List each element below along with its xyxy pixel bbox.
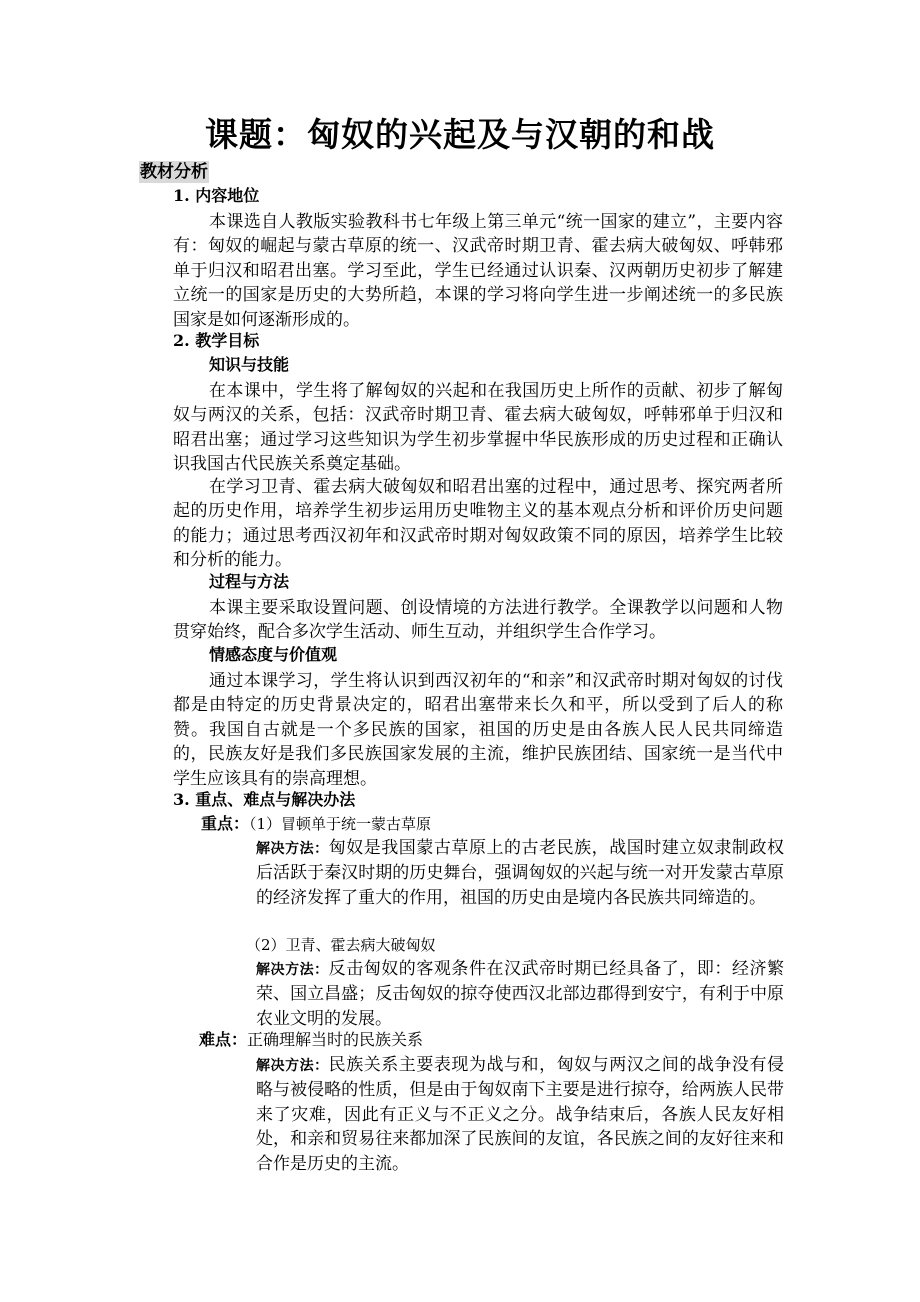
paragraph-emotion-values: 通过本课学习，学生将认识到西汉初年的“和亲”和汉武帝时期对匈奴的讨伐都是由特定的历史背景决定的，昭君出塞带来长久和平，所以受到了后人的称赞。我国自古就是一个多民族的国家，祖国的历史是由各族人民人民共同缔造的，民族友好是我们多民族国家发展的主流，维护民族团结、国家统一是当代中学生应该具有的崇高理想。 [173,671,783,789]
key-point-2-title: （2）卫青、霍去病大破匈奴 [246,936,436,954]
key-point-1-title [201,813,431,835]
paragraph-knowledge-1: 在本课中，学生将了解匈奴的兴起和在我国历史上所作的贡献、初步了解匈奴与两汉的关系，包括：汉武帝时期卫青、霍去病大破匈奴，呼韩邪单于归汉和昭君出塞；通过学习这些知识为学生初步掌握中华民族形成的历史过程和正确认识我国古代民族关系奠定基础。 [173,381,783,475]
difficult-point-text: 正确理解当时的民族关系 [247,1030,424,1049]
paragraph-process-method: 本课主要采取设置问题、创设情境的方法进行教学。全课教学以问题和人物贯穿始终，配合多次学生活动、师生互动，并组织学生合作学习。 [173,598,783,643]
heading-emotion-values: 情感态度与价值观 [209,645,338,664]
method-label: 解决方法： [256,962,329,978]
key-point-1-method [256,836,784,910]
difficult-label: 难点： [199,1030,248,1049]
paragraph-content-position: 本课选自人教版实验教科书七年级上第三单元“统一国家的建立”，主要内容有：匈奴的崛起与蒙古草原的统一、汉武帝时期卫青、霍去病大破匈奴、呼韩邪单于归汉和昭君出塞。学习至此，学生已经通过认识秦、汉两朝历史初步了解建立统一的国家是历史的大势所趋，本课的学习将向学生进一步阐述统一的多民族国家是如何逐渐形成的。 [173,212,783,330]
difficult-point-method-text: 民族关系主要表现为战与和，匈奴与两汉之间的战争没有侵略与被侵略的性质，但是由于匈奴南下主要是进行掠夺，给两族人民带来了灾难，因此有正义与不正义之分。战争结束后，各族人民友好相处，和亲和贸易往来都加深了民族间的友谊，各民族之间的友好往来和合作是历史的主流。 [256,1055,785,1174]
key-label: 重点： [201,814,250,833]
method-label: 解决方法： [256,1058,329,1074]
heading-content-position: 1. 内容地位 [173,186,260,205]
key-point-1-text: （1）冒顿单于统一蒙古草原 [249,815,432,833]
difficult-point-method [256,1053,784,1176]
page-title: 课题：匈奴的兴起及与汉朝的和战 [205,115,715,154]
heading-knowledge-skills: 知识与技能 [209,355,290,374]
difficult-point-title [199,1029,423,1051]
key-point-2-method-text: 反击匈奴的客观条件在汉武帝时期已经具备了，即：经济繁荣、国立昌盛；反击匈奴的掠夺使西汉北部边郡得到安宁，有利于中原农业文明的发展。 [256,959,785,1029]
heading-teaching-goals: 2. 教学目标 [173,331,260,350]
key-point-2-method [256,957,784,1031]
key-point-1-method-text: 匈奴是我国蒙古草原上的古老民族，战国时建立奴隶制政权后活跃于秦汉时期的历史舞台，强调匈奴的兴起与统一对开发蒙古草原的经济发挥了重大的作用，祖国的历史由是境内各民族共同缔造的。 [256,838,785,908]
section-label: 教材分析 [140,162,208,182]
method-label: 解决方法： [256,841,329,857]
paragraph-knowledge-2: 在学习卫青、霍去病大破匈奴和昭君出塞的过程中，通过思考、探究两者所起的历史作用，培养学生初步运用历史唯物主义的基本观点分析和评价历史问题的能力；通过思考西汉初年和汉武帝时期对匈奴政策不同的原因，培养学生比较和分析的能力。 [173,477,783,571]
heading-process-method: 过程与方法 [209,572,290,591]
heading-key-points: 3. 重点、难点与解决办法 [173,790,356,809]
